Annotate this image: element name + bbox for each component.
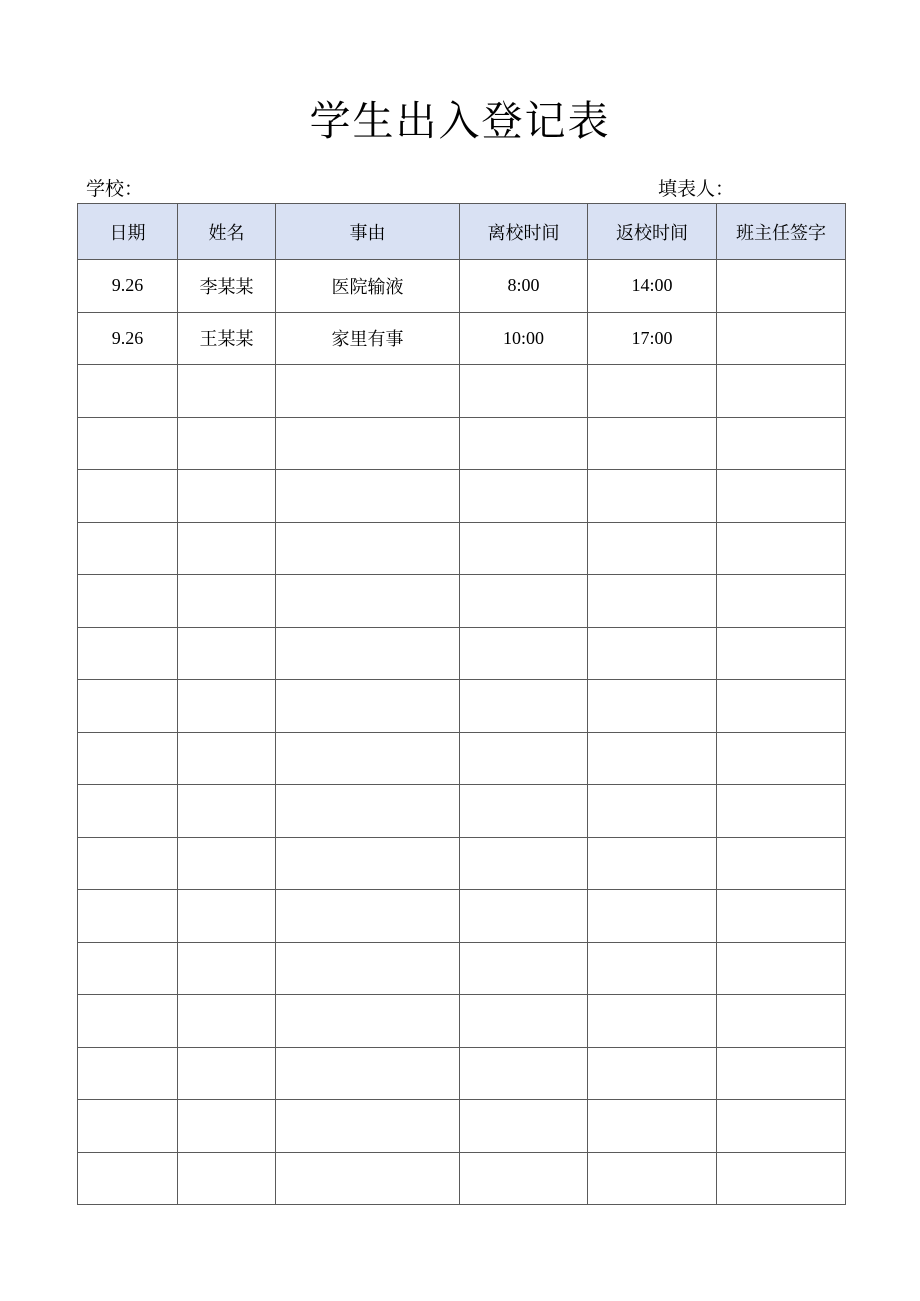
name-cell bbox=[178, 417, 276, 470]
name-cell bbox=[178, 837, 276, 890]
reason-cell bbox=[276, 470, 460, 523]
leave-time-cell bbox=[460, 995, 588, 1048]
table-row bbox=[78, 837, 846, 890]
return-time-cell bbox=[588, 680, 717, 733]
return-time-cell bbox=[588, 1152, 717, 1205]
table-row bbox=[78, 890, 846, 943]
return-time-cell bbox=[588, 890, 717, 943]
signature-cell bbox=[717, 732, 846, 785]
table-row bbox=[78, 1100, 846, 1153]
date-cell bbox=[78, 470, 178, 523]
leave-time-cell bbox=[460, 837, 588, 890]
reason-cell bbox=[276, 732, 460, 785]
reason-cell: 医院输液 bbox=[276, 260, 460, 313]
reason-cell bbox=[276, 837, 460, 890]
header-row bbox=[78, 204, 846, 260]
filler-label: 填表人： bbox=[658, 178, 735, 200]
reason-cell bbox=[276, 627, 460, 680]
return-time-cell bbox=[588, 995, 717, 1048]
date-cell bbox=[78, 522, 178, 575]
return-time-cell bbox=[588, 942, 717, 995]
return-time-cell bbox=[588, 837, 717, 890]
leave-time-cell bbox=[460, 1100, 588, 1153]
signature-cell bbox=[717, 1100, 846, 1153]
return-time-cell bbox=[588, 732, 717, 785]
document-title: 学生出入登记表 bbox=[309, 97, 611, 145]
register-table bbox=[77, 203, 846, 1205]
column-header-date: 日期 bbox=[78, 204, 178, 260]
name-cell bbox=[178, 785, 276, 838]
signature-cell bbox=[717, 522, 846, 575]
date-cell bbox=[78, 575, 178, 628]
date-cell bbox=[78, 1100, 178, 1153]
reason-cell bbox=[276, 522, 460, 575]
leave-time-cell bbox=[460, 785, 588, 838]
table-row bbox=[78, 627, 846, 680]
date-cell bbox=[78, 1152, 178, 1205]
table-row bbox=[78, 365, 846, 418]
leave-time-cell bbox=[460, 1152, 588, 1205]
signature-cell bbox=[717, 365, 846, 418]
reason-cell bbox=[276, 417, 460, 470]
signature-cell bbox=[717, 890, 846, 943]
return-time-cell bbox=[588, 1047, 717, 1100]
return-time-cell bbox=[588, 522, 717, 575]
date-cell: 9.26 bbox=[78, 312, 178, 365]
table-row bbox=[78, 260, 846, 313]
return-time-cell bbox=[588, 365, 717, 418]
date-cell bbox=[78, 890, 178, 943]
date-cell bbox=[78, 837, 178, 890]
return-time-cell: 14:00 bbox=[588, 260, 717, 313]
name-cell bbox=[178, 1047, 276, 1100]
leave-time-cell bbox=[460, 890, 588, 943]
reason-cell bbox=[276, 785, 460, 838]
name-cell bbox=[178, 1100, 276, 1153]
name-cell bbox=[178, 365, 276, 418]
name-cell bbox=[178, 732, 276, 785]
signature-cell bbox=[717, 837, 846, 890]
table-row bbox=[78, 470, 846, 523]
date-cell bbox=[78, 732, 178, 785]
date-cell bbox=[78, 785, 178, 838]
leave-time-cell bbox=[460, 470, 588, 523]
leave-time-cell: 10:00 bbox=[460, 312, 588, 365]
leave-time-cell bbox=[460, 1047, 588, 1100]
table-row bbox=[78, 680, 846, 733]
name-cell bbox=[178, 470, 276, 523]
table-row bbox=[78, 942, 846, 995]
date-cell bbox=[78, 995, 178, 1048]
signature-cell bbox=[717, 575, 846, 628]
name-cell bbox=[178, 522, 276, 575]
signature-cell bbox=[717, 627, 846, 680]
signature-cell bbox=[717, 1047, 846, 1100]
name-cell bbox=[178, 995, 276, 1048]
table-row bbox=[78, 312, 846, 365]
reason-cell bbox=[276, 995, 460, 1048]
leave-time-cell bbox=[460, 942, 588, 995]
signature-cell bbox=[717, 312, 846, 365]
return-time-cell bbox=[588, 575, 717, 628]
leave-time-cell bbox=[460, 732, 588, 785]
reason-cell: 家里有事 bbox=[276, 312, 460, 365]
table-row bbox=[78, 732, 846, 785]
table-header bbox=[78, 204, 846, 260]
date-cell bbox=[78, 627, 178, 680]
leave-time-cell: 8:00 bbox=[460, 260, 588, 313]
date-cell bbox=[78, 680, 178, 733]
date-cell bbox=[78, 417, 178, 470]
reason-cell bbox=[276, 1152, 460, 1205]
name-cell: 王某某 bbox=[178, 312, 276, 365]
date-cell bbox=[78, 1047, 178, 1100]
table-row bbox=[78, 995, 846, 1048]
name-cell: 李某某 bbox=[178, 260, 276, 313]
reason-cell bbox=[276, 942, 460, 995]
column-header-leave-time: 离校时间 bbox=[460, 204, 588, 260]
return-time-cell bbox=[588, 470, 717, 523]
table-row bbox=[78, 1047, 846, 1100]
signature-cell bbox=[717, 785, 846, 838]
leave-time-cell bbox=[460, 575, 588, 628]
leave-time-cell bbox=[460, 417, 588, 470]
table-body bbox=[78, 260, 846, 1205]
table-row bbox=[78, 575, 846, 628]
signature-cell bbox=[717, 680, 846, 733]
signature-cell bbox=[717, 417, 846, 470]
name-cell bbox=[178, 1152, 276, 1205]
reason-cell bbox=[276, 680, 460, 733]
column-header-return-time: 返校时间 bbox=[588, 204, 717, 260]
return-time-cell: 17:00 bbox=[588, 312, 717, 365]
return-time-cell bbox=[588, 417, 717, 470]
return-time-cell bbox=[588, 785, 717, 838]
return-time-cell bbox=[588, 1100, 717, 1153]
table-row bbox=[78, 522, 846, 575]
table-row bbox=[78, 1152, 846, 1205]
name-cell bbox=[178, 627, 276, 680]
leave-time-cell bbox=[460, 365, 588, 418]
school-label: 学校： bbox=[86, 178, 144, 200]
reason-cell bbox=[276, 890, 460, 943]
name-cell bbox=[178, 680, 276, 733]
leave-time-cell bbox=[460, 627, 588, 680]
signature-cell bbox=[717, 995, 846, 1048]
reason-cell bbox=[276, 1047, 460, 1100]
name-cell bbox=[178, 575, 276, 628]
table-row bbox=[78, 785, 846, 838]
date-cell bbox=[78, 942, 178, 995]
name-cell bbox=[178, 942, 276, 995]
column-header-teacher-signature: 班主任签字 bbox=[717, 204, 846, 260]
date-cell bbox=[78, 365, 178, 418]
signature-cell bbox=[717, 942, 846, 995]
table-row bbox=[78, 417, 846, 470]
reason-cell bbox=[276, 1100, 460, 1153]
column-header-reason: 事由 bbox=[276, 204, 460, 260]
name-cell bbox=[178, 890, 276, 943]
reason-cell bbox=[276, 365, 460, 418]
date-cell: 9.26 bbox=[78, 260, 178, 313]
leave-time-cell bbox=[460, 680, 588, 733]
signature-cell bbox=[717, 470, 846, 523]
return-time-cell bbox=[588, 627, 717, 680]
signature-cell bbox=[717, 260, 846, 313]
signature-cell bbox=[717, 1152, 846, 1205]
reason-cell bbox=[276, 575, 460, 628]
column-header-name: 姓名 bbox=[178, 204, 276, 260]
leave-time-cell bbox=[460, 522, 588, 575]
